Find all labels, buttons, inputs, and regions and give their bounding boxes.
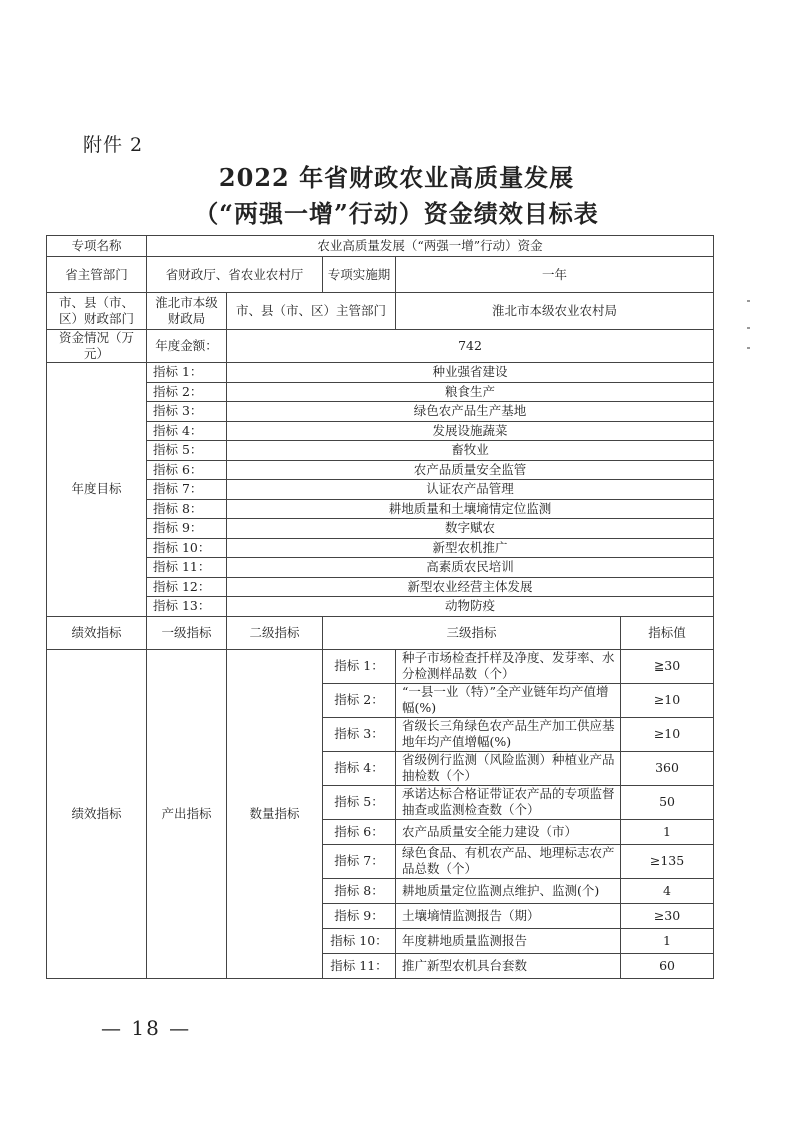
annual-goal-label: 指标 9： <box>147 519 227 539</box>
annual-goal-value: 高素质农民培训 <box>227 558 714 578</box>
perf-header-col4: 三级指标 <box>323 616 621 649</box>
annual-goal-value: 新型农业经营主体发展 <box>227 577 714 597</box>
dept-label: 省主管部门 <box>47 257 147 293</box>
row-project-name <box>47 236 714 257</box>
scan-mark <box>747 347 750 349</box>
annual-goal-row <box>47 558 714 578</box>
annual-goal-label: 指标 3： <box>147 402 227 422</box>
annual-goal-value: 畜牧业 <box>227 441 714 461</box>
annual-goal-value: 粮食生产 <box>227 382 714 402</box>
perf-indicator-label: 指标 5： <box>323 785 396 819</box>
perf-indicator-desc: 农产品质量安全能力建设（市） <box>396 819 621 844</box>
annual-goal-value: 耕地质量和土壤墒情定位监测 <box>227 499 714 519</box>
perf-level2: 数量指标 <box>227 649 323 978</box>
annual-goal-value: 发展设施蔬菜 <box>227 421 714 441</box>
annual-goal-value: 农产品质量安全监管 <box>227 460 714 480</box>
city-finance-value: 淮北市本级财政局 <box>147 293 227 330</box>
row-department <box>47 257 714 293</box>
perf-indicator-value: ≥10 <box>621 683 714 717</box>
perf-indicator-desc: 省级长三角绿色农产品生产加工供应基地年均产值增幅(%) <box>396 717 621 751</box>
period-label: 专项实施期 <box>323 257 396 293</box>
perf-indicator-value: 60 <box>621 953 714 978</box>
row-funds <box>47 330 714 363</box>
perf-indicator-label: 指标 2： <box>323 683 396 717</box>
annual-goal-value: 种业强省建设 <box>227 363 714 383</box>
perf-indicator-value: 50 <box>621 785 714 819</box>
perf-indicator-desc: 省级例行监测（风险监测）种植业产品抽检数（个） <box>396 751 621 785</box>
funds-label: 资金情况（万元） <box>47 330 147 363</box>
performance-target-table <box>46 235 714 979</box>
annual-goal-row <box>47 499 714 519</box>
scan-mark <box>747 300 750 302</box>
annual-goal-row <box>47 480 714 500</box>
annual-goal-row <box>47 460 714 480</box>
period-value: 一年 <box>396 257 714 293</box>
annual-goal-row <box>47 402 714 422</box>
perf-indicator-desc: 耕地质量定位监测点维护、监测(个) <box>396 878 621 903</box>
perf-indicator-desc: “一县一业（特）”全产业链年均产值增幅(%) <box>396 683 621 717</box>
perf-indicator-value: 4 <box>621 878 714 903</box>
city-dept-value: 淮北市本级农业农村局 <box>396 293 714 330</box>
perf-level1: 产出指标 <box>147 649 227 978</box>
perf-indicator-label: 指标 6： <box>323 819 396 844</box>
perf-group-label: 绩效指标 <box>47 649 147 978</box>
annual-goal-label: 指标 13： <box>147 597 227 617</box>
city-finance-label: 市、县（市、区）财政部门 <box>47 293 147 330</box>
perf-indicator-desc: 种子市场检查扦样及净度、发芽率、水分检测样品数（个） <box>396 649 621 683</box>
annual-goal-label: 指标 12： <box>147 577 227 597</box>
perf-indicator-label: 指标 3： <box>323 717 396 751</box>
annual-goal-label: 指标 1： <box>147 363 227 383</box>
perf-indicator-value: ≥30 <box>621 903 714 928</box>
annual-goal-row <box>47 363 714 383</box>
perf-indicator-value: ≥10 <box>621 717 714 751</box>
perf-indicator-desc: 推广新型农机具台套数 <box>396 953 621 978</box>
annual-goal-row <box>47 577 714 597</box>
annual-goal-row <box>47 597 714 617</box>
perf-indicator-label: 指标 4： <box>323 751 396 785</box>
perf-indicator-value: 360 <box>621 751 714 785</box>
perf-indicator-label: 指标 1： <box>323 649 396 683</box>
annual-goal-row <box>47 519 714 539</box>
annual-goal-value: 数字赋农 <box>227 519 714 539</box>
city-dept-label: 市、县（市、区）主管部门 <box>227 293 396 330</box>
annual-goal-label: 指标 4： <box>147 421 227 441</box>
perf-indicator-label: 指标 10： <box>323 928 396 953</box>
row-city-departments <box>47 293 714 330</box>
perf-indicator-row <box>47 649 714 683</box>
annual-goal-value: 动物防疫 <box>227 597 714 617</box>
attachment-label: 附件 2 <box>83 134 144 156</box>
annual-goals-section-label: 年度目标 <box>47 363 147 617</box>
perf-indicator-value: 1 <box>621 928 714 953</box>
perf-indicator-desc: 绿色食品、有机农产品、地理标志农产品总数（个） <box>396 844 621 878</box>
document-title-line2: （“两强一增”行动）资金绩效目标表 <box>194 199 599 228</box>
perf-indicator-label: 指标 8： <box>323 878 396 903</box>
project-name-label: 专项名称 <box>47 236 147 257</box>
annual-amount-label: 年度金额： <box>147 330 227 363</box>
annual-goal-label: 指标 6： <box>147 460 227 480</box>
perf-indicator-label: 指标 9： <box>323 903 396 928</box>
perf-indicator-label: 指标 11： <box>323 953 396 978</box>
annual-amount-value: 742 <box>227 330 714 363</box>
scan-mark <box>747 327 750 329</box>
perf-indicator-desc: 年度耕地质量监测报告 <box>396 928 621 953</box>
page-number: — 18 — <box>101 1016 192 1040</box>
perf-indicator-value: ≧30 <box>621 649 714 683</box>
annual-goal-label: 指标 7： <box>147 480 227 500</box>
annual-goal-label: 指标 8： <box>147 499 227 519</box>
document-title-line1: 2022 年省财政农业高质量发展 <box>218 163 575 192</box>
row-perf-header <box>47 616 714 649</box>
annual-goal-label: 指标 10： <box>147 538 227 558</box>
dept-value: 省财政厅、省农业农村厅 <box>147 257 323 293</box>
perf-indicator-desc: 土壤墒情监测报告（期） <box>396 903 621 928</box>
perf-indicator-value: ≥135 <box>621 844 714 878</box>
annual-goal-value: 新型农机推广 <box>227 538 714 558</box>
perf-header-col1: 绩效指标 <box>47 616 147 649</box>
project-name-value: 农业高质量发展（“两强一增”行动）资金 <box>147 236 714 257</box>
perf-indicator-label: 指标 7： <box>323 844 396 878</box>
perf-header-col3: 二级指标 <box>227 616 323 649</box>
annual-goal-label: 指标 2： <box>147 382 227 402</box>
perf-indicator-value: 1 <box>621 819 714 844</box>
annual-goal-value: 认证农产品管理 <box>227 480 714 500</box>
annual-goal-label: 指标 11： <box>147 558 227 578</box>
annual-goal-row <box>47 421 714 441</box>
annual-goal-label: 指标 5： <box>147 441 227 461</box>
annual-goal-value: 绿色农产品生产基地 <box>227 402 714 422</box>
annual-goal-row <box>47 382 714 402</box>
perf-header-col5: 指标值 <box>621 616 714 649</box>
perf-header-col2: 一级指标 <box>147 616 227 649</box>
annual-goal-row <box>47 441 714 461</box>
perf-indicator-desc: 承诺达标合格证带证农产品的专项监督抽查或监测检查数（个） <box>396 785 621 819</box>
annual-goal-row <box>47 538 714 558</box>
